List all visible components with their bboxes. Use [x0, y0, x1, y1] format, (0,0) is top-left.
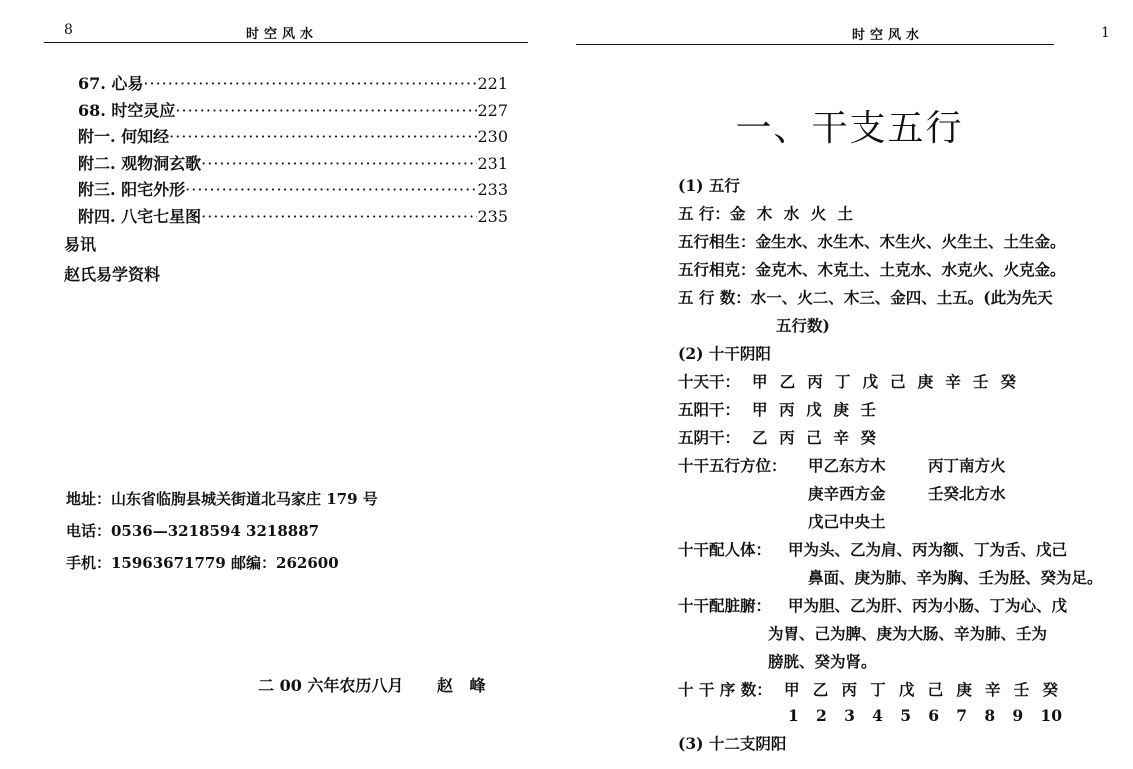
phone-line: 电话：0536—3218594 3218887: [66, 522, 320, 540]
wuxing-shu-continuation: 五行数): [776, 316, 830, 335]
toc-item: [78, 151, 508, 178]
stem-char: 壬: [972, 372, 989, 391]
xiangsheng-row: [678, 230, 1066, 252]
mobile-line: 手机：15963671779 邮编：262600: [66, 554, 339, 572]
stem-char: 辛: [833, 428, 849, 447]
section-heading: (1) 五行: [678, 176, 740, 195]
stem-number: 7: [956, 706, 968, 725]
fangwei-text: 甲乙东方木: [808, 456, 886, 475]
chapter-title: 一、干支五行: [735, 108, 964, 149]
toc-item-label: 67. 心易: [78, 74, 144, 93]
toc-item-page: 221: [477, 74, 508, 93]
xushu-stems: [784, 678, 1058, 700]
toc-item-label: 附三. 阳宅外形: [78, 180, 186, 199]
row-label: 五阳干：: [678, 400, 741, 419]
stem-char: 甲: [752, 372, 768, 391]
stem-char: 乙: [812, 680, 829, 699]
row-label: 十 干 序 数：: [678, 680, 772, 699]
stem-char: 丙: [779, 400, 795, 419]
stem-number: 1: [788, 706, 799, 725]
renti-text: 甲为头、乙为肩、丙为额、丁为舌、戊己: [788, 540, 1068, 559]
xushu-row: [678, 678, 1058, 700]
row-label: 十干五行方位：: [678, 456, 787, 475]
stem-char: 癸: [1042, 680, 1058, 699]
yanggan-row: [678, 398, 876, 420]
stem-char: 己: [927, 680, 944, 699]
xushu-numbers: [788, 706, 1062, 725]
row-label: 五 行 数：: [678, 288, 751, 307]
tiangan-row: [678, 370, 1016, 392]
toc-item-page: 235: [477, 206, 508, 226]
stem-char: 丁: [870, 680, 886, 699]
stem-char: 甲: [784, 680, 800, 699]
right-page-number: 1: [1101, 25, 1110, 41]
toc-item-page: 233: [477, 180, 508, 199]
signature-date: 二 00 六年农历八月 赵 峰: [258, 676, 486, 695]
row-value: 金克木、木克土、土克水、水克火、火克金。: [755, 260, 1066, 279]
stem-char: 庚: [917, 372, 934, 391]
stem-number: 4: [872, 706, 883, 725]
renti-continuation: 鼻面、庚为肺、辛为胸、壬为胫、癸为足。: [808, 568, 1103, 587]
right-header-rule: [576, 44, 1054, 45]
toc-item: [78, 124, 508, 151]
tiangan-sequence: [752, 370, 1016, 392]
stem-char: 庚: [833, 400, 849, 419]
stem-char: 己: [806, 428, 822, 447]
table-of-contents: [64, 71, 508, 292]
toc-extra-line: 易讯: [64, 235, 97, 254]
left-page-number: 8: [64, 22, 73, 38]
section-heading: (2) 十干阴阳: [678, 344, 771, 363]
row-label: 十天干：: [678, 372, 741, 391]
stem-char: 辛: [985, 680, 1001, 699]
stem-char: 壬: [1013, 680, 1030, 699]
row-label: 五阴干：: [678, 428, 741, 447]
left-page: [0, 0, 566, 769]
zangfu-row: [678, 594, 1068, 616]
toc-leader-dots: [201, 154, 477, 173]
toc-item-label: 附二. 观物洞玄歌: [78, 153, 202, 173]
right-page: [566, 0, 1133, 769]
row-label: 十干配人体：: [678, 540, 772, 559]
stem-number: 2: [816, 706, 827, 725]
stem-number: 5: [900, 706, 911, 725]
stem-number: 9: [1012, 706, 1024, 725]
stem-char: 乙: [779, 372, 796, 391]
stem-char: 戊: [806, 400, 822, 419]
stem-char: 丁: [834, 372, 851, 391]
row-label: 五 行：: [678, 204, 730, 223]
left-header-rule: [44, 42, 528, 43]
yingan-sequence: [752, 426, 876, 448]
stem-char: 丙: [841, 680, 857, 699]
toc-leader-dots: [201, 207, 477, 226]
row-label: 五行相生：: [678, 232, 756, 251]
stem-char: 癸: [860, 428, 876, 447]
toc-item: [78, 71, 508, 98]
stem-char: 丙: [779, 428, 795, 447]
stem-char: 乙: [752, 428, 768, 447]
fangwei-text: 戊己中央土: [808, 512, 886, 531]
zangfu-text: 甲为胆、乙为肝、丙为小肠、丁为心、戊: [788, 596, 1068, 615]
stem-number: 3: [844, 706, 855, 725]
toc-extra-line: 赵氏易学资料: [64, 265, 161, 284]
contact-block: [66, 488, 378, 584]
row-value: 金 木 水 火 土: [729, 204, 856, 223]
row-label: 十干配脏腑：: [678, 596, 772, 615]
fangwei-text: 庚辛西方金: [808, 484, 886, 503]
toc-leader-dots: [185, 180, 477, 199]
stem-char: 癸: [1000, 372, 1016, 391]
fangwei-row: [678, 454, 1006, 476]
stem-char: 壬: [860, 400, 876, 419]
zangfu-continuation: 为胃、己为脾、庚为大肠、辛为肺、壬为: [768, 624, 1048, 643]
row-value: 水一、火二、木三、金四、土五。(此为先天: [750, 288, 1053, 307]
stem-char: 戊: [898, 680, 915, 699]
zangfu-continuation: 膀胱、癸为肾。: [768, 652, 877, 671]
stem-number: 6: [928, 706, 940, 725]
xiangke-row: [678, 258, 1066, 280]
stem-char: 己: [890, 372, 906, 391]
toc-item: [78, 98, 508, 125]
fangwei-text: 丙丁南方火: [928, 456, 1006, 475]
stem-char: 戊: [862, 372, 878, 391]
stem-char: 庚: [956, 680, 972, 699]
toc-leader-dots: [169, 127, 477, 146]
toc-item-label: 附一. 何知经: [78, 127, 170, 146]
address-line: 地址：山东省临朐县城关街道北马家庄 179 号: [66, 490, 378, 508]
toc-item-label: 68. 时空灵应: [78, 100, 176, 120]
stem-number: 10: [1040, 706, 1062, 725]
wuxing-shu-row: [678, 286, 1053, 308]
yingan-row: [678, 426, 876, 448]
row-value: 金生水、水生木、木生火、火生土、土生金。: [755, 232, 1066, 251]
toc-item: [78, 177, 508, 204]
stem-char: 丙: [807, 372, 823, 391]
yanggan-sequence: [752, 398, 876, 420]
toc-item: [78, 204, 508, 231]
toc-leader-dots: [143, 74, 477, 93]
stem-char: 辛: [945, 372, 961, 391]
toc-item-page: 227: [477, 100, 508, 120]
wuxing-row: [678, 202, 856, 224]
section-heading: (3) 十二支阴阳: [678, 734, 787, 753]
toc-item-label: 附四. 八宅七星图: [78, 206, 202, 226]
toc-item-page: 231: [477, 153, 508, 173]
left-running-header: 时空风水: [246, 27, 319, 42]
renti-row: [678, 538, 1068, 560]
toc-leader-dots: [175, 101, 477, 120]
stem-number: 8: [984, 706, 996, 725]
toc-item-page: 230: [477, 127, 508, 146]
right-running-header: 时空风水: [852, 28, 925, 43]
row-label: 五行相克：: [678, 260, 756, 279]
fangwei-text: 壬癸北方水: [928, 484, 1006, 503]
stem-char: 甲: [752, 400, 768, 419]
